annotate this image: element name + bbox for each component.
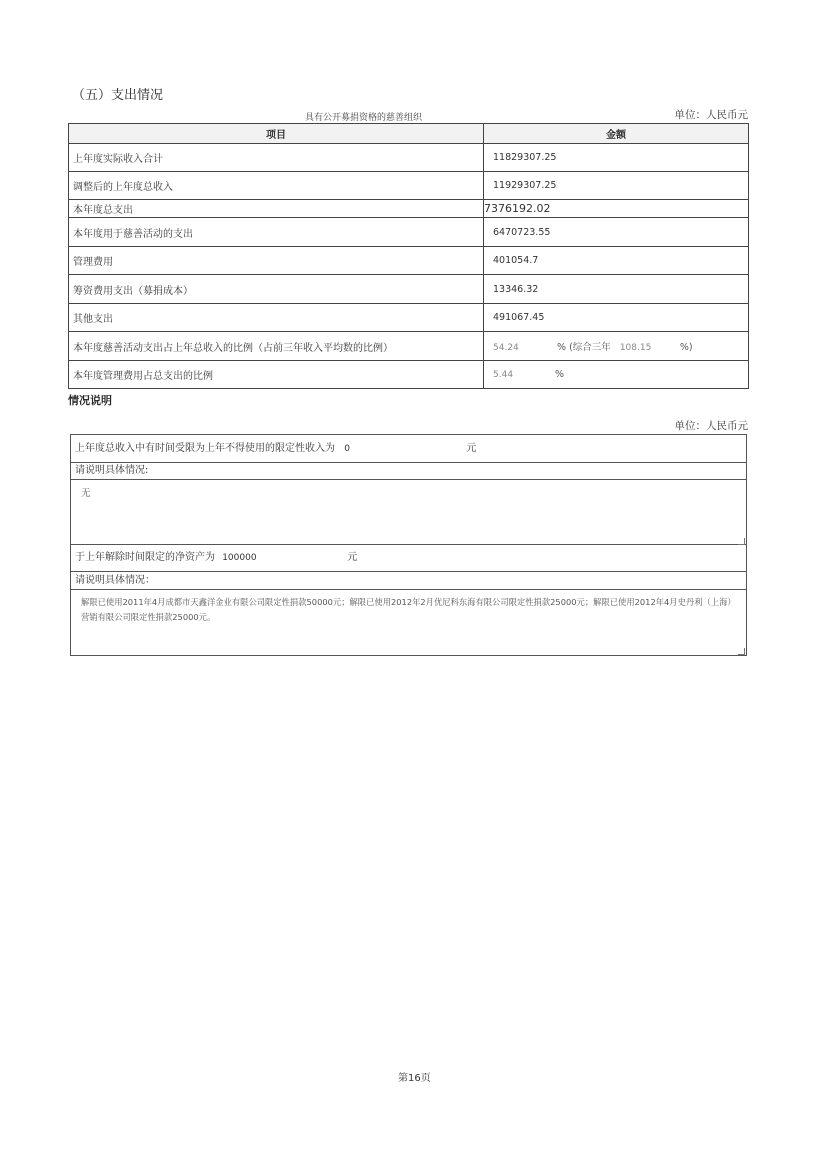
released-assets-label: 于上年解除时间限定的净资产为 [75,552,215,563]
table-row [69,332,749,361]
ratio-charity-label: 本年度慈善活动支出占上年总收入的比例（占前三年收入平均数的比例） [69,332,484,361]
row-value[interactable]: 401054.7 [484,247,749,275]
row-label: 上年度实际收入合计 [69,144,484,172]
table-subcaption: 具有公开募捐资格的慈善组织 [305,113,423,123]
row-value[interactable]: 11929307.25 [484,172,749,200]
explain-text-1: 无 [81,488,91,499]
ratio-charity-value[interactable]: 54.24 [493,343,519,353]
table-row [69,218,749,247]
row-label: 本年度用于慈善活动的支出 [69,218,484,247]
table-row [69,275,749,304]
table-row [69,304,749,332]
table-row [69,200,749,218]
three-year-value[interactable]: 108.15 [619,343,652,353]
table-row [69,361,749,389]
table-row [69,172,749,200]
resize-handle-icon[interactable] [738,648,745,655]
row-label: 其他支出 [69,304,484,332]
released-assets-box [70,545,747,656]
resize-handle-icon[interactable] [738,538,745,545]
row-value[interactable]: 491067.45 [484,304,749,332]
row-label: 筹资费用支出（募捐成本） [69,275,484,304]
row-label: 本年度总支出 [69,200,484,218]
row-label: 管理费用 [69,247,484,275]
three-year-suffix: %) [679,342,693,353]
three-year-label: (综合三年 [569,342,611,353]
released-assets-value[interactable]: 100000 [222,553,257,563]
percent-sign: % [557,342,567,353]
row-value[interactable]: 13346.32 [484,275,749,304]
yuan-suffix: 元 [466,443,477,454]
released-assets-row [71,545,746,572]
restricted-income-value[interactable]: 0 [344,444,350,454]
row-label: 调整后的上年度总收入 [69,172,484,200]
explain-label-1: 请说明具体情况: [71,463,746,480]
table-row [69,247,749,275]
explain-textarea-1[interactable] [71,480,746,546]
explain-label-2: 请说明具体情况： [71,572,746,590]
ratio-charity-cell [484,332,749,361]
header-amount: 金额 [484,124,749,144]
ratio-admin-label: 本年度管理费用占总支出的比例 [69,361,484,389]
ratio-admin-value[interactable]: 5.44 [493,370,514,380]
page-number: 第16页 [398,1073,431,1084]
table-row [69,144,749,172]
section-title: （五）支出情况 [72,88,164,103]
ratio-admin-cell [484,361,749,389]
restricted-income-box [70,434,747,545]
notes-title: 情况说明 [68,394,112,407]
header-item: 项目 [69,124,484,144]
restricted-income-label: 上年度总收入中有时间受限为上年不得使用的限定性收入为 [75,443,335,454]
unit-label: 单位：人民币元 [674,109,748,121]
explain-textarea-2[interactable] [71,590,746,656]
yuan-suffix: 元 [347,552,358,563]
row-value[interactable]: 6470723.55 [484,218,749,247]
explain-text-2: 解限已使用2011年4月成都市天鑫洋金业有限公司限定性捐款50000元；解限已使用2012年2月优尼科东海有限公司限定性捐款25000元；解限已使用2012年4月史丹利（上海）营销有限公司限定性捐款25000元。 [81,597,736,622]
expenditure-table [68,123,749,389]
percent-sign: % [555,369,565,380]
row-value[interactable]: 7376192.02 [484,200,749,218]
notes-unit-label: 单位：人民币元 [674,420,748,432]
row-value[interactable]: 11829307.25 [484,144,749,172]
restricted-income-row [71,435,746,463]
